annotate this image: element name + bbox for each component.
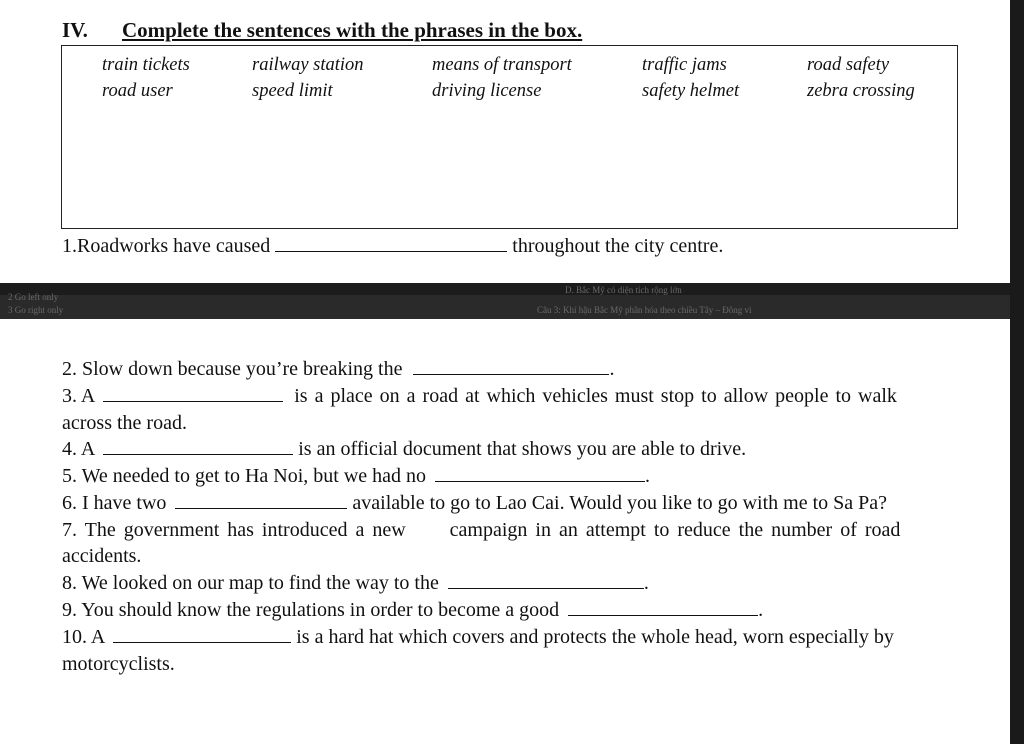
sentence-9-before: 9. You should know the regulations in order to become a good — [62, 599, 560, 621]
sentence-7-before: 7. The government has introduced a new — [62, 519, 406, 541]
sentence-2 — [62, 358, 614, 381]
fragment-left-1: 2 Go left only — [8, 292, 59, 302]
phrase-means-of-transport: means of transport — [432, 55, 572, 75]
sentence-9-after: . — [758, 599, 764, 621]
sentence-7 — [62, 519, 900, 542]
exercise-heading — [62, 18, 582, 43]
phrase-speed-limit: speed limit — [252, 81, 333, 101]
sentence-9-blank[interactable] — [568, 599, 758, 616]
phrase-driving-license: driving license — [432, 81, 542, 101]
sentence-1-before: 1.Roadworks have caused — [62, 235, 271, 257]
phrase-road-safety: road safety — [807, 55, 890, 75]
phrase-railway-station: railway station — [252, 55, 364, 75]
exercise-number: IV. — [62, 18, 88, 42]
phrase-train-tickets: train tickets — [102, 55, 190, 75]
sentence-6-blank[interactable] — [175, 492, 347, 509]
sentence-10 — [62, 626, 894, 649]
sentence-3-after: is a place on a road at which vehicles must stop to allow people to walk — [294, 385, 897, 407]
sentence-6-after: available to go to Lao Cai. Would you like to go with me to Sa Pa? — [352, 492, 888, 514]
phrase-safety-helmet: safety helmet — [642, 81, 740, 101]
sentence-5-before: 5. We needed to get to Ha Noi, but we had no — [62, 465, 427, 487]
phrase-road-user: road user — [102, 81, 173, 101]
sentence-10-blank[interactable] — [113, 626, 291, 643]
phrase-traffic-jams: traffic jams — [642, 55, 727, 75]
sentence-8-before: 8. We looked on our map to find the way to the — [62, 572, 439, 594]
fragment-center-2: Câu 3: Khí hậu Bắc Mỹ phân hóa theo chiều Tây – Đông vì — [537, 305, 752, 315]
sentence-7-continuation: accidents. — [62, 545, 142, 567]
sentence-9 — [62, 599, 763, 622]
sentence-1-blank[interactable] — [275, 235, 507, 252]
sentence-8-blank[interactable] — [448, 572, 644, 589]
sentence-6-before: 6. I have two — [62, 492, 167, 514]
sentence-3-continuation: across the road. — [62, 412, 187, 434]
sentence-4-after: is an official document that shows you are able to drive. — [298, 438, 747, 460]
sentence-8 — [62, 572, 649, 595]
sentence-4 — [62, 438, 746, 461]
fragment-left-2: 3 Go right only — [8, 305, 64, 315]
sentence-4-before: 4. A — [62, 438, 95, 460]
sentence-3-blank[interactable] — [103, 385, 283, 402]
sentence-1 — [62, 235, 723, 258]
phrase-box — [61, 45, 958, 229]
sentence-10-after: is a hard hat which covers and protects the whole head, worn especially by — [296, 626, 894, 648]
sentence-10-continuation: motorcyclists. — [62, 653, 175, 675]
sentence-2-before: 2. Slow down because you’re breaking the — [62, 358, 403, 380]
sentence-7-after: campaign in an attempt to reduce the number of road — [449, 519, 901, 541]
overlapping-page-shadow — [0, 295, 1010, 319]
sentence-2-after: . — [609, 358, 615, 380]
sentence-6 — [62, 492, 887, 515]
fragment-center-1: D. Bắc Mỹ có diện tích rộng lớn — [565, 285, 682, 295]
sentence-1-after: throughout the city centre. — [512, 235, 724, 257]
sentence-5 — [62, 465, 650, 488]
phrase-zebra-crossing: zebra crossing — [807, 81, 915, 101]
sentence-3 — [62, 385, 897, 408]
sentence-4-blank[interactable] — [103, 438, 293, 455]
exercise-instruction: Complete the sentences with the phrases in the box. — [122, 18, 583, 42]
sentence-5-after: . — [645, 465, 651, 487]
sentence-3-before: 3. A — [62, 385, 95, 407]
sentence-5-blank[interactable] — [435, 465, 645, 482]
overlapping-page-strip — [0, 283, 1010, 319]
sentence-10-before: 10. A — [62, 626, 105, 648]
sentence-2-blank[interactable] — [413, 358, 609, 375]
sentence-8-after: . — [643, 572, 649, 594]
right-dark-edge — [1010, 0, 1024, 744]
